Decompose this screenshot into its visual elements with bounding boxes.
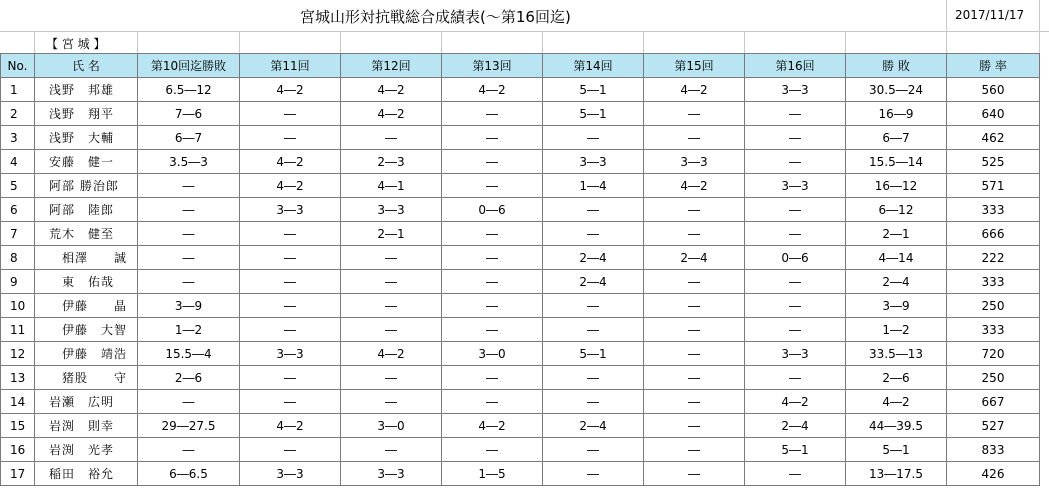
cell-col-no[interactable]: 15	[1, 414, 35, 438]
cell-col-record[interactable]: 16―9	[846, 102, 947, 126]
cell-col-upto10[interactable]: 3―9	[138, 294, 240, 318]
cell-col-name[interactable]: 伊藤 靖浩	[35, 342, 138, 366]
cell-col-round15[interactable]: ―	[644, 414, 745, 438]
cell-col-round13[interactable]: ―	[442, 294, 543, 318]
cell-col-win-rate[interactable]: 250	[947, 366, 1040, 390]
cell-col-record[interactable]: 5―1	[846, 438, 947, 462]
grid-line	[744, 32, 745, 54]
cell-col-round12[interactable]: 2―1	[341, 222, 442, 246]
cell-col-round14[interactable]: ―	[543, 390, 644, 414]
cell-col-round11[interactable]: 3―3	[240, 462, 341, 486]
header-col-record[interactable]: 勝 敗	[846, 54, 947, 78]
cell-col-round11[interactable]: 3―3	[240, 198, 341, 222]
cell-col-name[interactable]: 阿部 勝治郎	[35, 174, 138, 198]
cell-col-round14[interactable]: 2―4	[543, 414, 644, 438]
cell-col-round11[interactable]: ―	[240, 222, 341, 246]
cell-col-upto10[interactable]: 6.5―12	[138, 78, 240, 102]
cell-col-no[interactable]: 16	[1, 438, 35, 462]
cell-col-round15[interactable]: 4―2	[644, 174, 745, 198]
cell-col-upto10[interactable]: 6―6.5	[138, 462, 240, 486]
table-row	[1, 150, 1040, 174]
cell-col-round14[interactable]: 2―4	[543, 270, 644, 294]
cell-col-round16[interactable]: ―	[745, 270, 846, 294]
cell-col-record[interactable]: 33.5―13	[846, 342, 947, 366]
cell-col-win-rate[interactable]: 250	[947, 294, 1040, 318]
cell-col-name[interactable]: 安藤 健一	[35, 150, 138, 174]
grid-line	[1039, 32, 1040, 54]
cell-col-record[interactable]: 4―2	[846, 390, 947, 414]
cell-col-round14[interactable]: 5―1	[543, 102, 644, 126]
cell-col-round11[interactable]: ―	[240, 126, 341, 150]
cell-col-no[interactable]: 2	[1, 102, 35, 126]
cell-col-upto10[interactable]: 3.5―3	[138, 150, 240, 174]
header-row	[1, 54, 1040, 78]
cell-col-upto10[interactable]: ―	[138, 438, 240, 462]
header-col-name[interactable]: 氏 名	[35, 54, 138, 78]
table-row	[1, 222, 1040, 246]
table-row	[1, 174, 1040, 198]
cell-col-name[interactable]: 稲田 裕允	[35, 462, 138, 486]
grid-line	[643, 32, 644, 54]
grid-line	[239, 32, 240, 54]
cell-col-round11[interactable]: ―	[240, 270, 341, 294]
cell-col-round15[interactable]: 3―3	[644, 150, 745, 174]
cell-col-round12[interactable]: ―	[341, 246, 442, 270]
cell-col-record[interactable]: 44―39.5	[846, 414, 947, 438]
table-row	[1, 78, 1040, 102]
cell-col-round12[interactable]: ―	[341, 318, 442, 342]
cell-col-round13[interactable]: ―	[442, 126, 543, 150]
header-col-round11[interactable]: 第11回	[240, 54, 341, 78]
cell-col-round11[interactable]: ―	[240, 318, 341, 342]
cell-col-no[interactable]: 17	[1, 462, 35, 486]
cell-col-upto10[interactable]: ―	[138, 174, 240, 198]
cell-col-round15[interactable]: ―	[644, 390, 745, 414]
cell-col-round15[interactable]: ―	[644, 198, 745, 222]
cell-col-record[interactable]: 1―2	[846, 318, 947, 342]
cell-col-record[interactable]: 15.5―14	[846, 150, 947, 174]
table-row	[1, 246, 1040, 270]
cell-col-round14[interactable]: ―	[543, 366, 644, 390]
table-row	[1, 294, 1040, 318]
table-row	[1, 198, 1040, 222]
cell-col-round13[interactable]: 4―2	[442, 414, 543, 438]
cell-col-round15[interactable]: ―	[644, 318, 745, 342]
cell-col-round14[interactable]: ―	[543, 126, 644, 150]
table-row	[1, 102, 1040, 126]
cell-col-round12[interactable]: 4―2	[341, 102, 442, 126]
grid-line	[946, 32, 947, 54]
cell-col-round16[interactable]: 3―3	[745, 174, 846, 198]
header-col-round16[interactable]: 第16回	[745, 54, 846, 78]
cell-col-round11[interactable]: ―	[240, 390, 341, 414]
cell-col-no[interactable]: 11	[1, 318, 35, 342]
cell-col-record[interactable]: 4―14	[846, 246, 947, 270]
cell-col-round12[interactable]: 3―3	[341, 198, 442, 222]
cell-col-record[interactable]: 2―4	[846, 270, 947, 294]
cell-col-win-rate[interactable]: 525	[947, 150, 1040, 174]
cell-col-round13[interactable]: ―	[442, 390, 543, 414]
cell-col-name[interactable]: 東 佑哉	[35, 270, 138, 294]
cell-col-round15[interactable]: 2―4	[644, 246, 745, 270]
cell-col-upto10[interactable]: ―	[138, 222, 240, 246]
cell-col-upto10[interactable]: 2―6	[138, 366, 240, 390]
cell-col-round11[interactable]: 4―2	[240, 150, 341, 174]
cell-col-record[interactable]: 2―1	[846, 222, 947, 246]
cell-col-round11[interactable]: ―	[240, 102, 341, 126]
cell-col-round16[interactable]: ―	[745, 198, 846, 222]
cell-col-round15[interactable]: ―	[644, 366, 745, 390]
cell-col-round13[interactable]: 1―5	[442, 462, 543, 486]
header-col-round13[interactable]: 第13回	[442, 54, 543, 78]
cell-col-round16[interactable]: 0―6	[745, 246, 846, 270]
cell-col-win-rate[interactable]: 571	[947, 174, 1040, 198]
cell-col-round14[interactable]: ―	[543, 462, 644, 486]
cell-col-round11[interactable]: ―	[240, 366, 341, 390]
cell-col-round16[interactable]: 3―3	[745, 78, 846, 102]
cell-col-name[interactable]: 岩渕 則幸	[35, 414, 138, 438]
team-label: 【 宮 城 】	[46, 37, 106, 51]
cell-col-round14[interactable]: 1―4	[543, 174, 644, 198]
cell-col-round15[interactable]: ―	[644, 438, 745, 462]
cell-col-name[interactable]: 荒木 健至	[35, 222, 138, 246]
cell-col-round16[interactable]: 2―4	[745, 414, 846, 438]
cell-col-round13[interactable]: ―	[442, 270, 543, 294]
cell-col-name[interactable]: 浅野 邦雄	[35, 78, 138, 102]
cell-col-round16[interactable]: ―	[745, 126, 846, 150]
cell-col-round13[interactable]: 4―2	[442, 78, 543, 102]
results-table	[0, 53, 1040, 486]
cell-col-record[interactable]: 6―7	[846, 126, 947, 150]
cell-col-no[interactable]: 4	[1, 150, 35, 174]
cell-col-round12[interactable]: 4―2	[341, 342, 442, 366]
cell-col-name[interactable]: 伊藤 晶	[35, 294, 138, 318]
report-date: 2017/11/17	[955, 8, 1025, 22]
cell-col-round14[interactable]: ―	[543, 198, 644, 222]
header-col-round15[interactable]: 第15回	[644, 54, 745, 78]
cell-col-round16[interactable]: ―	[745, 462, 846, 486]
header-col-win-rate[interactable]: 勝 率	[947, 54, 1040, 78]
cell-col-no[interactable]: 9	[1, 270, 35, 294]
cell-col-win-rate[interactable]: 333	[947, 318, 1040, 342]
cell-col-upto10[interactable]: ―	[138, 198, 240, 222]
cell-col-round16[interactable]: 3―3	[745, 342, 846, 366]
table-row	[1, 414, 1040, 438]
grid-line	[1039, 0, 1040, 31]
table-row	[1, 438, 1040, 462]
cell-col-upto10[interactable]: ―	[138, 246, 240, 270]
cell-col-round13[interactable]: ―	[442, 318, 543, 342]
table-row	[1, 366, 1040, 390]
cell-col-upto10[interactable]: 1―2	[138, 318, 240, 342]
grid-line	[946, 0, 947, 31]
cell-col-record[interactable]: 3―9	[846, 294, 947, 318]
table-row	[1, 126, 1040, 150]
cell-col-no[interactable]: 10	[1, 294, 35, 318]
cell-col-round15[interactable]: ―	[644, 462, 745, 486]
team-row	[0, 31, 1049, 54]
cell-col-no[interactable]: 1	[1, 78, 35, 102]
cell-col-round13[interactable]: 0―6	[442, 198, 543, 222]
cell-col-round16[interactable]: ―	[745, 318, 846, 342]
cell-col-round15[interactable]: ―	[644, 222, 745, 246]
cell-col-upto10[interactable]: ―	[138, 270, 240, 294]
cell-col-round12[interactable]: 3―3	[341, 462, 442, 486]
cell-col-round15[interactable]: 4―2	[644, 78, 745, 102]
cell-col-round16[interactable]: 5―1	[745, 438, 846, 462]
cell-col-win-rate[interactable]: 426	[947, 462, 1040, 486]
table-body	[1, 78, 1040, 486]
cell-col-record[interactable]: 16―12	[846, 174, 947, 198]
cell-col-round16[interactable]: ―	[745, 294, 846, 318]
grid-line	[542, 32, 543, 54]
cell-col-name[interactable]: 猪股 守	[35, 366, 138, 390]
cell-col-round14[interactable]: 5―1	[543, 342, 644, 366]
cell-col-record[interactable]: 13―17.5	[846, 462, 947, 486]
header-col-round12[interactable]: 第12回	[341, 54, 442, 78]
cell-col-round14[interactable]: ―	[543, 294, 644, 318]
cell-col-win-rate[interactable]: 560	[947, 78, 1040, 102]
cell-col-name[interactable]: 相澤 誠	[35, 246, 138, 270]
cell-col-round12[interactable]: ―	[341, 126, 442, 150]
cell-col-round14[interactable]: 5―1	[543, 78, 644, 102]
cell-col-record[interactable]: 2―6	[846, 366, 947, 390]
table-row	[1, 390, 1040, 414]
cell-col-round15[interactable]: ―	[644, 294, 745, 318]
cell-col-no[interactable]: 6	[1, 198, 35, 222]
cell-col-round16[interactable]: ―	[745, 150, 846, 174]
cell-col-round15[interactable]: ―	[644, 102, 745, 126]
cell-col-round14[interactable]: 2―4	[543, 246, 644, 270]
cell-col-round12[interactable]: ―	[341, 438, 442, 462]
cell-col-name[interactable]: 伊藤 大智	[35, 318, 138, 342]
table-row	[1, 342, 1040, 366]
cell-col-round13[interactable]: ―	[442, 222, 543, 246]
cell-col-round13[interactable]: ―	[442, 438, 543, 462]
cell-col-win-rate[interactable]: 720	[947, 342, 1040, 366]
cell-col-round11[interactable]: ―	[240, 246, 341, 270]
cell-col-round15[interactable]: ―	[644, 270, 745, 294]
cell-col-no[interactable]: 14	[1, 390, 35, 414]
table-row	[1, 318, 1040, 342]
table-row	[1, 270, 1040, 294]
cell-col-name[interactable]: 阿部 陸郎	[35, 198, 138, 222]
cell-col-round13[interactable]: 3―0	[442, 342, 543, 366]
sheet-title: 宮城山形対抗戦総合成績表(～第16回迄)	[300, 8, 571, 26]
cell-col-upto10[interactable]: 15.5―4	[138, 342, 240, 366]
cell-col-round11[interactable]: ―	[240, 438, 341, 462]
cell-col-round16[interactable]: ―	[745, 222, 846, 246]
cell-col-name[interactable]: 岩瀬 広明	[35, 390, 138, 414]
cell-col-round13[interactable]: ―	[442, 150, 543, 174]
cell-col-round14[interactable]: ―	[543, 318, 644, 342]
cell-col-round11[interactable]: 4―2	[240, 414, 341, 438]
cell-col-round14[interactable]: 3―3	[543, 150, 644, 174]
cell-col-round14[interactable]: ―	[543, 438, 644, 462]
cell-col-win-rate[interactable]: 667	[947, 390, 1040, 414]
cell-col-round12[interactable]: ―	[341, 366, 442, 390]
cell-col-round12[interactable]: 4―1	[341, 174, 442, 198]
header-col-round14[interactable]: 第14回	[543, 54, 644, 78]
header-col-no[interactable]: No.	[1, 54, 35, 78]
grid-line	[340, 32, 341, 54]
cell-col-win-rate[interactable]: 666	[947, 222, 1040, 246]
grid-line	[34, 32, 35, 54]
grid-line	[845, 32, 846, 54]
cell-col-round13[interactable]: ―	[442, 174, 543, 198]
cell-col-no[interactable]: 3	[1, 126, 35, 150]
cell-col-round12[interactable]: ―	[341, 294, 442, 318]
cell-col-name[interactable]: 岩渕 光孝	[35, 438, 138, 462]
cell-col-round13[interactable]: ―	[442, 246, 543, 270]
cell-col-round13[interactable]: ―	[442, 366, 543, 390]
cell-col-round13[interactable]: ―	[442, 102, 543, 126]
cell-col-win-rate[interactable]: 333	[947, 270, 1040, 294]
title-row	[0, 0, 1049, 30]
cell-col-round12[interactable]: ―	[341, 270, 442, 294]
cell-col-round11[interactable]: ―	[240, 294, 341, 318]
cell-col-round12[interactable]: 2―3	[341, 150, 442, 174]
cell-col-upto10[interactable]: 29―27.5	[138, 414, 240, 438]
cell-col-name[interactable]: 浅野 翔平	[35, 102, 138, 126]
cell-col-no[interactable]: 12	[1, 342, 35, 366]
cell-col-no[interactable]: 8	[1, 246, 35, 270]
cell-col-round16[interactable]: 4―2	[745, 390, 846, 414]
cell-col-no[interactable]: 5	[1, 174, 35, 198]
header-col-upto10[interactable]: 第10回迄勝敗	[138, 54, 240, 78]
cell-col-round12[interactable]: 4―2	[341, 78, 442, 102]
grid-line	[137, 32, 138, 54]
cell-col-win-rate[interactable]: 222	[947, 246, 1040, 270]
cell-col-round11[interactable]: 4―2	[240, 78, 341, 102]
cell-col-round14[interactable]: ―	[543, 222, 644, 246]
cell-col-round16[interactable]: ―	[745, 366, 846, 390]
table-row	[1, 462, 1040, 486]
cell-col-record[interactable]: 6―12	[846, 198, 947, 222]
cell-col-round12[interactable]: ―	[341, 390, 442, 414]
cell-col-round15[interactable]: ―	[644, 342, 745, 366]
cell-col-record[interactable]: 30.5―24	[846, 78, 947, 102]
cell-col-round11[interactable]: 4―2	[240, 174, 341, 198]
cell-col-round16[interactable]: ―	[745, 102, 846, 126]
cell-col-win-rate[interactable]: 640	[947, 102, 1040, 126]
cell-col-name[interactable]: 浅野 大輔	[35, 126, 138, 150]
cell-col-win-rate[interactable]: 333	[947, 198, 1040, 222]
cell-col-round15[interactable]: ―	[644, 126, 745, 150]
cell-col-no[interactable]: 13	[1, 366, 35, 390]
cell-col-round11[interactable]: 3―3	[240, 342, 341, 366]
cell-col-win-rate[interactable]: 527	[947, 414, 1040, 438]
cell-col-upto10[interactable]: ―	[138, 390, 240, 414]
cell-col-win-rate[interactable]: 833	[947, 438, 1040, 462]
cell-col-win-rate[interactable]: 462	[947, 126, 1040, 150]
cell-col-upto10[interactable]: 6―7	[138, 126, 240, 150]
grid-line	[441, 32, 442, 54]
cell-col-upto10[interactable]: 7―6	[138, 102, 240, 126]
cell-col-round12[interactable]: 3―0	[341, 414, 442, 438]
cell-col-no[interactable]: 7	[1, 222, 35, 246]
